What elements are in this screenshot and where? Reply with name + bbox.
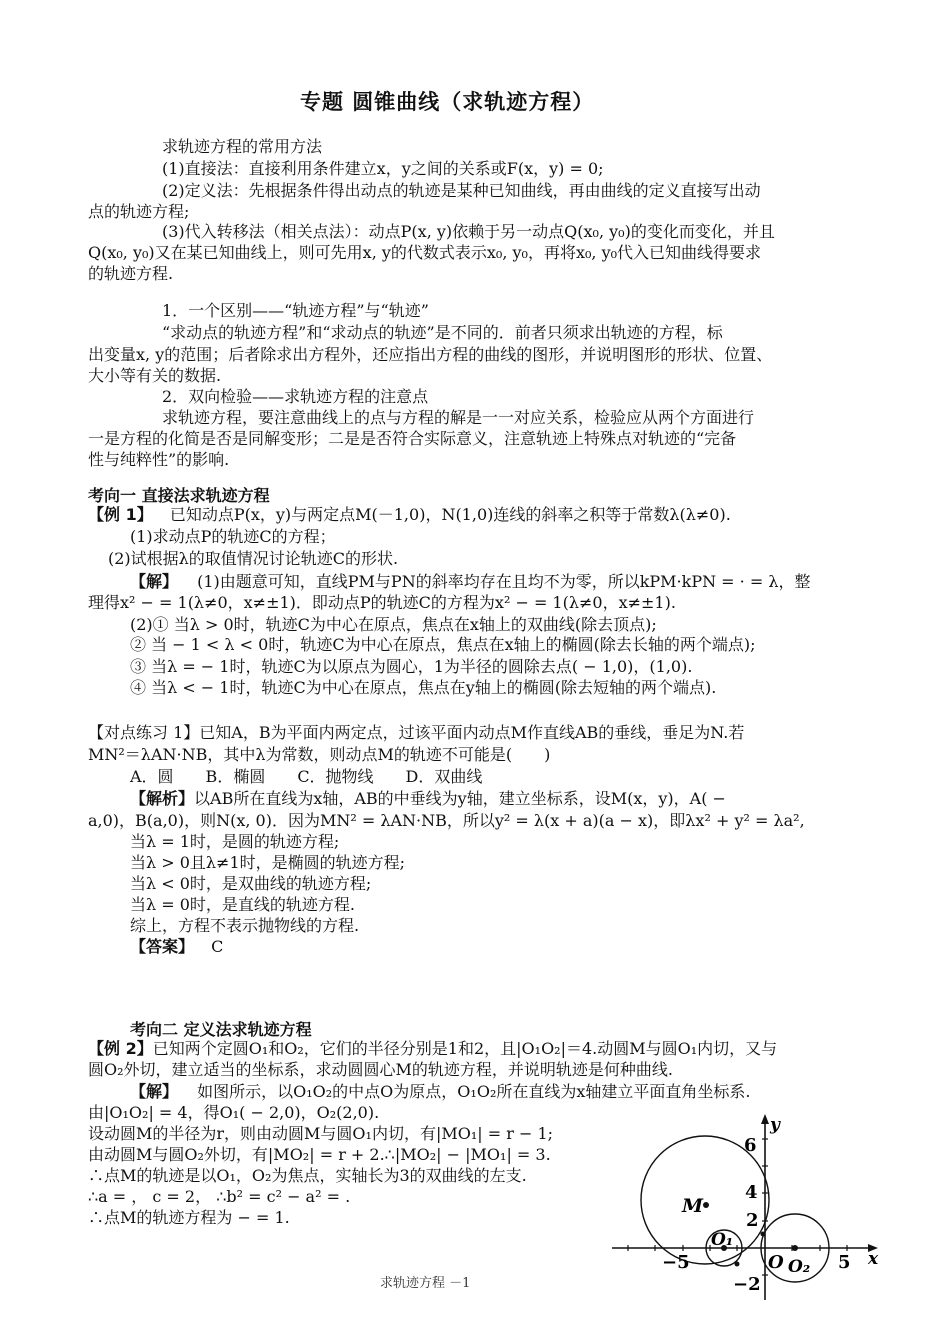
solution-2-text: 如图所示，以O₁O₂的中点O为原点，O₁O₂所在直线为x轴建立平面直角坐标系. (197, 1082, 751, 1101)
solution-2-line-5: ∴点M的轨迹是以O₁，O₂为焦点，实轴长为3的双曲线的左支. (88, 1166, 527, 1185)
example-1-solution-line-2: 理得x² − = 1(λ≠0，x≠±1)．即动点P的轨迹C的方程为x² − = 1(λ≠0，x≠±1). (88, 593, 676, 612)
example-2-line-2: 圆O₂外切，建立适当的坐标系，求动圆圆心M的轨迹方程，并说明轨迹是何种曲线. (88, 1060, 674, 1079)
methods-heading: 求轨迹方程的常用方法 (162, 137, 323, 156)
practice-1-line-1 (88, 722, 744, 743)
note-2-line-2: 一是方程的化简是否是同解变形；二是是否符合实际意义，注意轨迹上特殊点对轨迹的“完备 (88, 429, 737, 448)
example-2-tag: 【例 2】 (88, 1039, 153, 1058)
practice-1-text: 已知A，B为平面内两定点，过该平面内动点M作直线AB的垂线，垂足为N.若 (199, 723, 745, 742)
point-O2 (792, 1245, 798, 1251)
analysis-line-2: a,0)，B(a,0)，则N(x, 0)．因为MN² = λAN·NB，所以y² = λ(x + a)(a − x)，即λx² + y² = λa², (88, 811, 805, 830)
example-2-line-1 (88, 1038, 777, 1059)
x-axis-label: x (868, 1249, 879, 1269)
analysis-text: 以AB所在直线为x轴，AB的中垂线为y轴，建立坐标系，设M(x，y)，A( − (194, 789, 726, 808)
note-2-line-3: 性与纯粹性”的影响. (88, 450, 230, 469)
solution-2-tag: 【解】 (130, 1082, 179, 1101)
method-3-line-1: (3)代入转移法（相关点法）：动点P(x, y)依赖于另一动点Q(x₀, y₀)的变化而变化，并且 (162, 222, 775, 241)
note-1-title: 1．一个区别——“轨迹方程”与“轨迹” (162, 301, 429, 320)
tangent-point-2 (735, 1262, 740, 1267)
solution-2-line-3: 设动圆M的半径为r，则由动圆M与圆O₁内切，有|MO₁| = r − 1; (88, 1124, 554, 1143)
analysis-line-7: 综上，方程不表示抛物线的方程. (130, 916, 360, 935)
solution-2-line-2: 由|O₁O₂| = 4，得O₁( − 2,0)，O₂(2,0). (88, 1103, 380, 1122)
example-1-text: 已知动点P(x，y)与两定点M(－1,0)，N(1,0)连线的斜率之积等于常数λ(λ≠0). (169, 505, 731, 524)
note-1-line-2: 出变量x, y的范围；后者除求出方程外，还应指出方程的曲线的图形，并说明图形的形状、位置、 (88, 345, 773, 364)
example-1-tag: 【例 1】 (88, 505, 153, 524)
tangent-point (761, 1232, 766, 1237)
example-1-q1: (1)求动点P的轨迹C的方程； (130, 527, 336, 546)
tick-label-6: 6 (744, 1135, 757, 1156)
analysis-line-4: 当λ > 0且λ≠1时，是椭圆的轨迹方程; (130, 853, 406, 872)
tick-label-2: 2 (746, 1210, 759, 1231)
section-2-heading: 考向二 定义法求轨迹方程 (130, 1020, 312, 1039)
example-2-text: 已知两个定圆O₁和O₂，它们的半径分别是1和2，且|O₁O₂|＝4.动圆M与圆O₁内切，又与 (152, 1039, 778, 1058)
solution-2-line-4: 由动圆M与圆O₂外切，有|MO₂| = r + 2.∴|MO₂| − |MO₁| = 3. (88, 1145, 551, 1164)
method-2-line-2: 点的轨迹方程; (88, 202, 190, 221)
method-3-line-2: Q(x₀, y₀)又在某已知曲线上，则可先用x, y的代数式表示x₀, y₀，再将x₀, y₀代入已知曲线得要求 (88, 243, 762, 262)
label-O: O (768, 1252, 784, 1273)
note-2-line-1: 求轨迹方程，要注意曲线上的点与方程的解是一一对应关系，检验应从两个方面进行 (162, 408, 755, 427)
page-title: 专题 圆锥曲线（求轨迹方程） (300, 90, 595, 114)
case-4: ④ 当λ < − 1时，轨迹C为中心在原点，焦点在y轴上的椭圆(除去短轴的两个端点). (130, 678, 717, 697)
case-3: ③ 当λ = − 1时，轨迹C为以原点为圆心，1为半径的圆除去点( − 1,0)，(1,0). (130, 657, 693, 676)
practice-1-line-2: MN²＝λAN·NB，其中λ为常数，则动点M的轨迹不可能是( ) (88, 745, 551, 764)
label-M: M (682, 1195, 704, 1217)
circles-figure (600, 1110, 890, 1300)
practice-1-options: A．圆 B．椭圆 C．抛物线 D．双曲线 (130, 767, 483, 786)
solution-2-line-1 (130, 1081, 750, 1102)
example-1 (88, 504, 731, 525)
analysis-line-6: 当λ = 0时，是直线的轨迹方程. (130, 895, 355, 914)
label-O1: O₁ (711, 1230, 734, 1250)
case-2: ② 当 − 1 < λ < 0时，轨迹C为中心在原点，焦点在x轴上的椭圆(除去长轴的两个端点); (130, 635, 756, 654)
solution-1-tag: 【解】 (130, 572, 179, 591)
note-2-title: 2．双向检验——求轨迹方程的注意点 (162, 387, 429, 406)
analysis-line-3: 当λ = 1时，是圆的轨迹方程; (130, 832, 340, 851)
note-1-line-1: “求动点的轨迹方程”和“求动点的轨迹”是不同的．前者只须求出轨迹的方程，标 (162, 323, 723, 342)
label-O2: O₂ (788, 1257, 811, 1277)
solution-2-line-6: ∴a = ， c = 2， ∴b² = c² − a² = . (88, 1187, 351, 1206)
method-3-line-3: 的轨迹方程. (88, 264, 174, 283)
y-axis-arrow-icon (761, 1114, 769, 1124)
method-2-line-1: (2)定义法：先根据条件得出动点的轨迹是某种已知曲线，再由曲线的定义直接写出动 (162, 181, 761, 200)
analysis-line-5: 当λ < 0时，是双曲线的轨迹方程; (130, 874, 372, 893)
section-1-heading: 考向一 直接法求轨迹方程 (88, 486, 270, 505)
answer-value: C (211, 937, 224, 956)
method-1: (1)直接法：直接利用条件建立x，y之间的关系或F(x，y) = 0; (162, 159, 604, 178)
note-1-line-3: 大小等有关的数据. (88, 366, 222, 385)
tick-label-minus-2: −2 (733, 1274, 761, 1295)
answer-tag: 【答案】 (130, 937, 195, 956)
example-1-q2: (2)试根据λ的取值情况讨论轨迹C的形状. (108, 549, 399, 568)
solution-1-text: (1)由题意可知，直线PM与PN的斜率均存在且均不为零，所以kPM·kPN = · = λ，整 (197, 572, 811, 591)
point-M (703, 1202, 709, 1208)
example-1-solution-line-1 (130, 571, 810, 592)
page-footer: 求轨迹方程 －1 (380, 1276, 471, 1291)
answer-line (130, 936, 223, 957)
practice-1-tag: 【对点练习 1】 (88, 723, 200, 742)
tick-label-4: 4 (745, 1182, 758, 1203)
tick-label-minus-5: −5 (662, 1252, 690, 1273)
analysis-tag: 【解析】 (130, 789, 195, 808)
analysis-line-1 (130, 788, 726, 809)
case-1: (2)① 当λ > 0时，轨迹C为中心在原点，焦点在x轴上的双曲线(除去顶点); (130, 615, 657, 634)
tick-label-5: 5 (838, 1252, 851, 1273)
y-axis-label: y (770, 1115, 780, 1135)
solution-2-line-7: ∴点M的轨迹方程为 − = 1. (88, 1208, 290, 1227)
